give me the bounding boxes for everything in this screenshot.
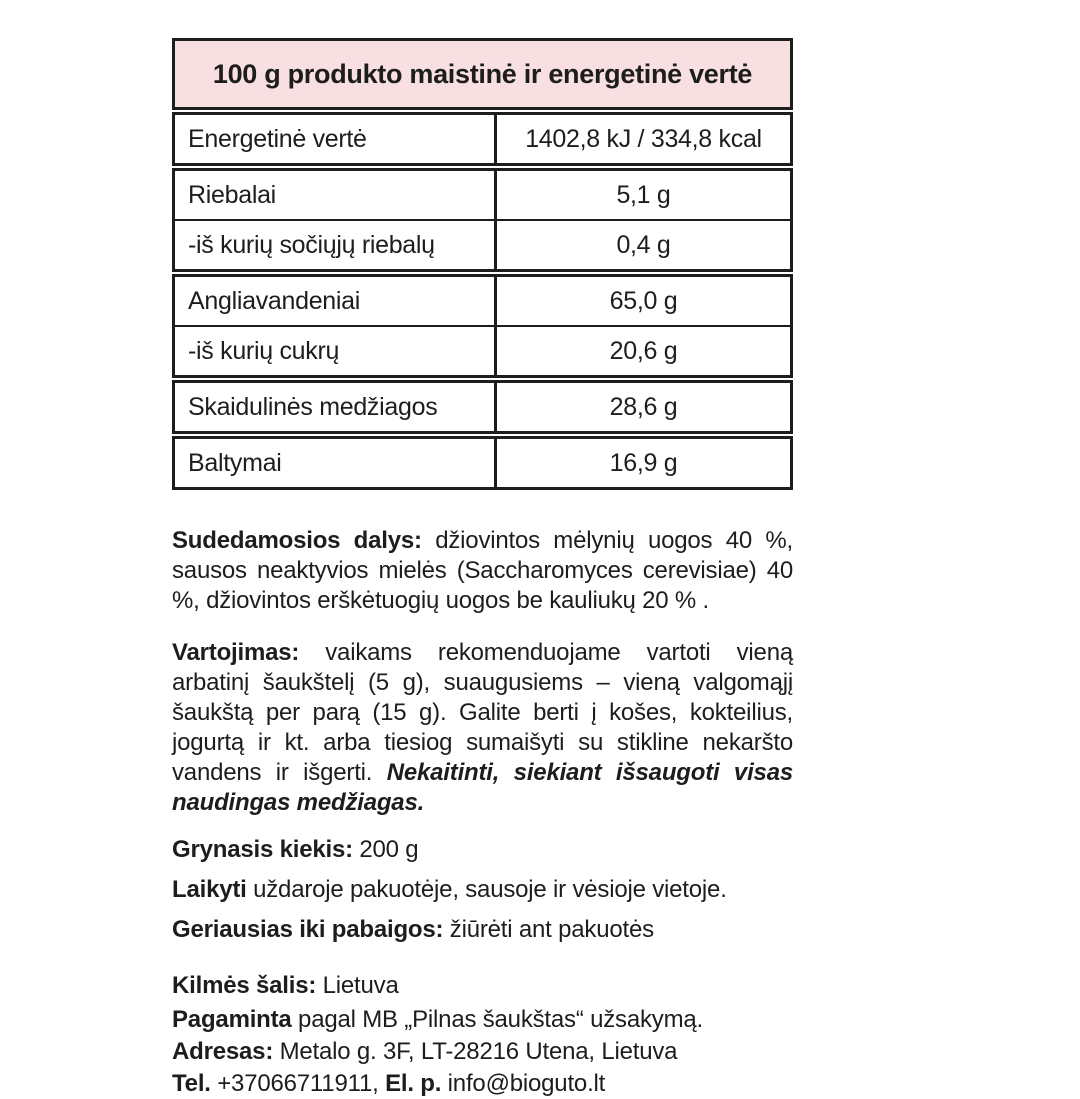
table-row xyxy=(175,439,790,487)
usage-lead: Vartojimas: xyxy=(172,639,300,666)
usage-text: vaikams rekomenduojame vartoti vieną arbatinį šaukštelį (5 g), suaugusiems – vieną valgomąjį šaukštą per parą (15 g). Galite berti į košes, kokteilius, jogurtą ir kt. arba tiesiog sumaišyti su stikline nekaršto vandens ir išgerti. xyxy=(172,639,793,786)
nutrient-label: Riebalai xyxy=(175,171,497,219)
nutrient-value: 16,9 g xyxy=(609,448,678,477)
nutrition-table-title: 100 g produkto maistinė ir energetinė vertė xyxy=(172,38,793,110)
nutrient-label: Skaidulinės medžiagos xyxy=(175,383,497,431)
nutrient-value: 28,6 g xyxy=(609,392,678,421)
tel-number: +37066711911, xyxy=(210,1070,386,1097)
email-address: info@bioguto.lt xyxy=(441,1070,606,1097)
nutrition-table xyxy=(172,38,793,490)
nutrient-value: 20,6 g xyxy=(609,336,678,365)
address-text: Metalo g. 3F, LT-28216 Utena, Lietuva xyxy=(273,1038,678,1065)
best-before-lead: Geriausias iki pabaigos: xyxy=(172,916,444,943)
nutrient-label: Baltymai xyxy=(175,439,497,487)
nutrient-label: -iš kurių cukrų xyxy=(175,327,497,375)
storage-lead: Laikyti xyxy=(172,876,247,903)
ingredients-text: džiovintos mėlynių uogos 40 %, sausos neaktyvios mielės (Saccharomyces cerevisiae) 40 %, džiovintos erškėtuogių uogos be kauliukų 20 % . xyxy=(172,527,793,614)
tel-lead: Tel. xyxy=(172,1070,211,1097)
nutrition-group-carbs xyxy=(172,274,793,378)
nutrition-group-energy xyxy=(172,112,793,166)
ingredients-paragraph xyxy=(172,526,793,616)
table-row xyxy=(175,277,790,325)
table-row xyxy=(175,219,790,269)
best-before-text: žiūrėti ant pakuotės xyxy=(443,916,654,943)
nutrient-label: -iš kurių sočiųjų riebalų xyxy=(175,221,497,269)
nutrient-value: 65,0 g xyxy=(609,286,678,315)
nutrient-value: 0,4 g xyxy=(616,230,671,259)
nutrition-group-fat xyxy=(172,168,793,272)
usage-warning: Nekaitinti, siekiant išsaugoti visas naudingas medžiagas. xyxy=(172,759,793,816)
table-row xyxy=(175,115,790,163)
table-row xyxy=(175,171,790,219)
ingredients-lead: Sudedamosios dalys: xyxy=(172,527,422,554)
email-lead: El. p. xyxy=(385,1070,442,1097)
origin-lead: Kilmės šalis: xyxy=(172,972,317,999)
storage-text: uždaroje pakuotėje, sausoje ir vėsioje vietoje. xyxy=(246,876,727,903)
origin-text: Lietuva xyxy=(316,972,399,999)
origin-line xyxy=(172,971,793,1001)
net-quantity-lead: Grynasis kiekis: xyxy=(172,836,353,863)
net-quantity-value: 200 g xyxy=(352,836,419,863)
address-line xyxy=(172,1037,793,1067)
manufacturer-lead: Pagaminta xyxy=(172,1006,292,1033)
contact-line xyxy=(172,1069,793,1099)
table-row xyxy=(175,325,790,375)
best-before-line xyxy=(172,915,793,945)
nutrition-group-fiber xyxy=(172,380,793,434)
label-sheet xyxy=(172,38,793,1099)
table-row xyxy=(175,383,790,431)
nutrient-label: Angliavandeniai xyxy=(175,277,497,325)
nutrient-value: 1402,8 kJ / 334,8 kcal xyxy=(525,124,762,153)
nutrition-group-protein xyxy=(172,436,793,490)
net-quantity-line xyxy=(172,835,793,865)
address-lead: Adresas: xyxy=(172,1038,274,1065)
manufacturer-text: pagal MB „Pilnas šaukštas“ užsakymą. xyxy=(291,1006,704,1033)
nutrient-label: Energetinė vertė xyxy=(175,115,497,163)
manufacturer-line xyxy=(172,1005,793,1035)
storage-line xyxy=(172,875,793,905)
nutrient-value: 5,1 g xyxy=(616,180,671,209)
usage-paragraph xyxy=(172,638,793,818)
